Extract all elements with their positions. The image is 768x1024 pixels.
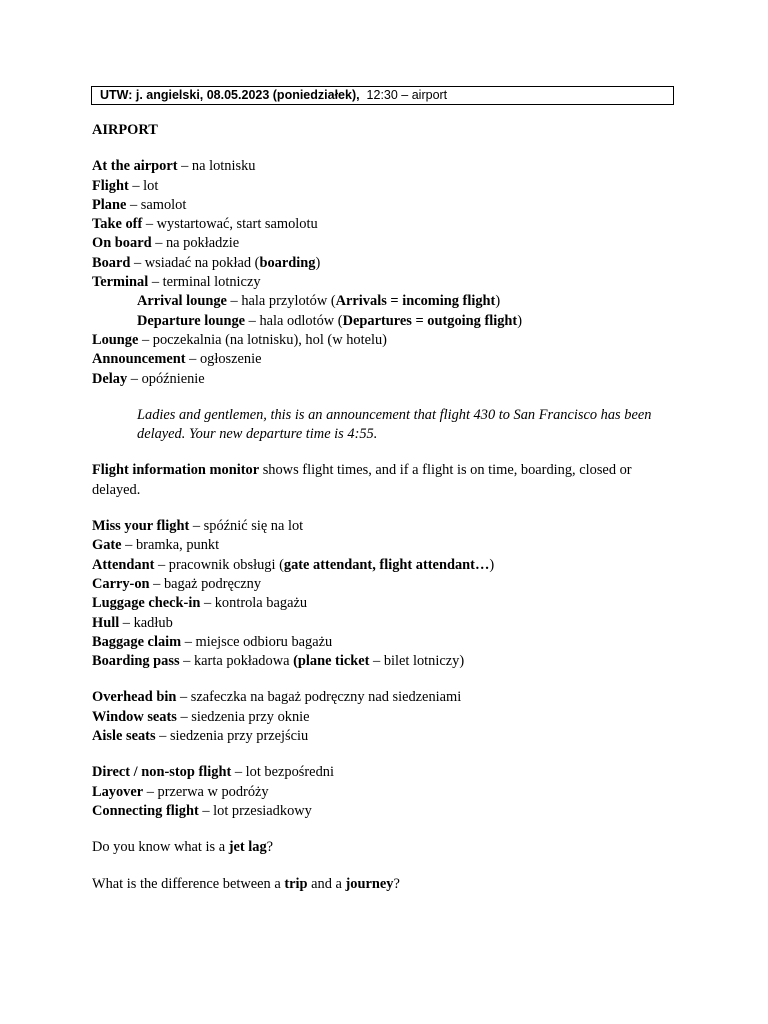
vocab-end: ) xyxy=(315,254,321,271)
vocab-term: Terminal xyxy=(92,274,149,291)
vocab-term: Plane xyxy=(92,196,127,213)
document-body xyxy=(92,121,682,894)
vocab-term: Delay xyxy=(92,370,128,387)
vocab-extra: Arrivals = incoming flight xyxy=(335,293,496,310)
vocab-term: Lounge xyxy=(92,331,139,348)
vocab-definition: – kadłub xyxy=(119,614,173,631)
vocab-entry xyxy=(92,370,682,389)
vocab-term: Flight xyxy=(92,177,129,194)
vocab-entry xyxy=(92,727,682,746)
vocab-definition: – wystartować, start samolotu xyxy=(142,216,318,233)
vocab-definition: – wsiadać na pokład ( xyxy=(130,254,260,271)
q2-mid: and a xyxy=(307,875,346,892)
vocab-entry xyxy=(92,783,682,802)
vocab-entry xyxy=(92,157,682,176)
vocab-extra: Departures = outgoing flight xyxy=(342,312,518,329)
vocab-term: Connecting flight xyxy=(92,802,199,819)
monitor-text: shows flight times, and if a flight is on time, boarding, closed or delayed. xyxy=(92,462,632,498)
course-label: UTW: j. angielski, 08.05.2023 (poniedziałek), xyxy=(100,88,360,102)
vocab-term: Layover xyxy=(92,783,144,800)
vocab-definition: – miejsce odbioru bagażu xyxy=(181,633,333,650)
vocab-definition: – szafeczka na bagaż podręczny nad siedzeniami xyxy=(176,689,462,706)
q2-post: ? xyxy=(393,875,400,892)
vocab-entry xyxy=(92,517,682,536)
vocab-definition: – ogłoszenie xyxy=(185,351,262,368)
vocab-entry xyxy=(92,763,682,782)
vocab-definition: – lot xyxy=(128,177,159,194)
vocab-term: Departure lounge xyxy=(137,312,246,329)
vocab-definition: – samolot xyxy=(126,196,187,213)
vocab-entry xyxy=(92,215,682,234)
vocab-term: Baggage claim xyxy=(92,633,182,650)
vocab-term: Overhead bin xyxy=(92,689,177,706)
vocab-entry xyxy=(92,688,682,707)
vocab-entry xyxy=(92,614,682,633)
header-box xyxy=(91,86,674,105)
monitor-term: Flight information monitor xyxy=(92,462,260,479)
vocab-entry xyxy=(92,254,682,273)
vocab-definition: – lot bezpośredni xyxy=(231,764,334,781)
time-label: 12:30 – airport xyxy=(366,88,448,102)
vocab-term: Gate xyxy=(92,537,122,554)
vocab-term: Carry-on xyxy=(92,575,150,592)
vocab-entry xyxy=(92,331,682,350)
vocab-term: Window seats xyxy=(92,708,177,725)
vocab-entry xyxy=(92,652,682,671)
vocab-term: Hull xyxy=(92,614,120,631)
vocab-term: On board xyxy=(92,235,152,252)
vocab-end: ) xyxy=(517,312,523,329)
vocab-entry xyxy=(92,292,682,311)
vocab-term: Luggage check-in xyxy=(92,595,201,612)
vocab-definition: – bagaż podręczny xyxy=(149,575,262,592)
vocab-group-3 xyxy=(92,688,682,746)
q2-pre: What is the difference between a xyxy=(92,875,285,892)
vocab-group-1 xyxy=(92,157,682,292)
announcement-text: Ladies and gentlemen, this is an announcement that flight 430 to San Francisco has been delayed. Your new departure time is 4:55. xyxy=(137,406,652,443)
vocab-group-2 xyxy=(92,517,682,671)
vocab-definition: – przerwa w podróży xyxy=(143,783,269,800)
vocab-definition: – terminal lotniczy xyxy=(148,274,261,291)
vocab-definition: – bramka, punkt xyxy=(121,537,220,554)
vocab-end: ) xyxy=(489,556,495,573)
vocab-definition: – opóźnienie xyxy=(127,370,205,387)
vocab-term: Attendant xyxy=(92,556,155,573)
q2-term-trip: trip xyxy=(284,875,308,892)
vocab-entry xyxy=(92,196,682,215)
vocab-definition: – siedzenia przy przejściu xyxy=(155,728,309,745)
vocab-extra: boarding xyxy=(259,254,316,271)
vocab-end: ) xyxy=(495,293,501,310)
q1-pre: Do you know what is a xyxy=(92,839,229,856)
vocab-entry xyxy=(92,575,682,594)
vocab-group-4 xyxy=(92,763,682,821)
q1-term: jet lag xyxy=(228,839,267,856)
vocab-term: Miss your flight xyxy=(92,518,190,535)
vocab-entry xyxy=(92,633,682,652)
vocab-term: Board xyxy=(92,254,131,271)
vocab-definition: – spóźnić się na lot xyxy=(189,518,304,535)
terminal-subitems xyxy=(92,292,682,331)
vocab-entry xyxy=(92,556,682,575)
question-jet-lag xyxy=(92,838,682,857)
vocab-term: At the airport xyxy=(92,158,178,175)
vocab-entry xyxy=(92,234,682,253)
vocab-entry xyxy=(92,802,682,821)
vocab-entry xyxy=(92,177,682,196)
vocab-term: Announcement xyxy=(92,351,186,368)
vocab-definition: – karta pokładowa xyxy=(179,653,294,670)
vocab-definition: – hala odlotów ( xyxy=(245,312,343,329)
question-trip-journey xyxy=(92,875,682,894)
vocab-definition: – na lotnisku xyxy=(177,158,256,175)
q1-post: ? xyxy=(266,839,274,856)
vocab-term: Take off xyxy=(92,216,143,233)
vocab-entry xyxy=(92,594,682,613)
vocab-definition: – siedzenia przy oknie xyxy=(176,708,310,725)
q2-term-journey: journey xyxy=(345,875,394,892)
vocab-entry xyxy=(92,708,682,727)
vocab-definition: – hala przylotów ( xyxy=(226,293,336,310)
vocab-extra: (plane ticket xyxy=(293,653,370,670)
vocab-entry xyxy=(92,312,682,331)
vocab-entry xyxy=(92,273,682,292)
vocab-entry xyxy=(92,350,682,369)
monitor-paragraph xyxy=(92,461,682,500)
vocab-term: Aisle seats xyxy=(92,728,156,745)
page-title: AIRPORT xyxy=(92,122,158,138)
vocab-definition: – lot przesiadkowy xyxy=(198,802,312,819)
vocab-end: – bilet lotniczy) xyxy=(369,653,465,670)
vocab-definition: – kontrola bagażu xyxy=(200,595,308,612)
vocab-term: Direct / non-stop flight xyxy=(92,764,232,781)
vocab-definition: – na pokładzie xyxy=(151,235,240,252)
vocab-definition: – pracownik obsługi ( xyxy=(154,556,284,573)
vocab-definition: – poczekalnia (na lotnisku), hol (w hotelu) xyxy=(138,331,387,348)
vocab-group-1b xyxy=(92,331,682,389)
vocab-term: Boarding pass xyxy=(92,653,180,670)
vocab-term: Arrival lounge xyxy=(137,293,227,310)
vocab-entry xyxy=(92,536,682,555)
vocab-extra: gate attendant, flight attendant… xyxy=(283,556,490,573)
